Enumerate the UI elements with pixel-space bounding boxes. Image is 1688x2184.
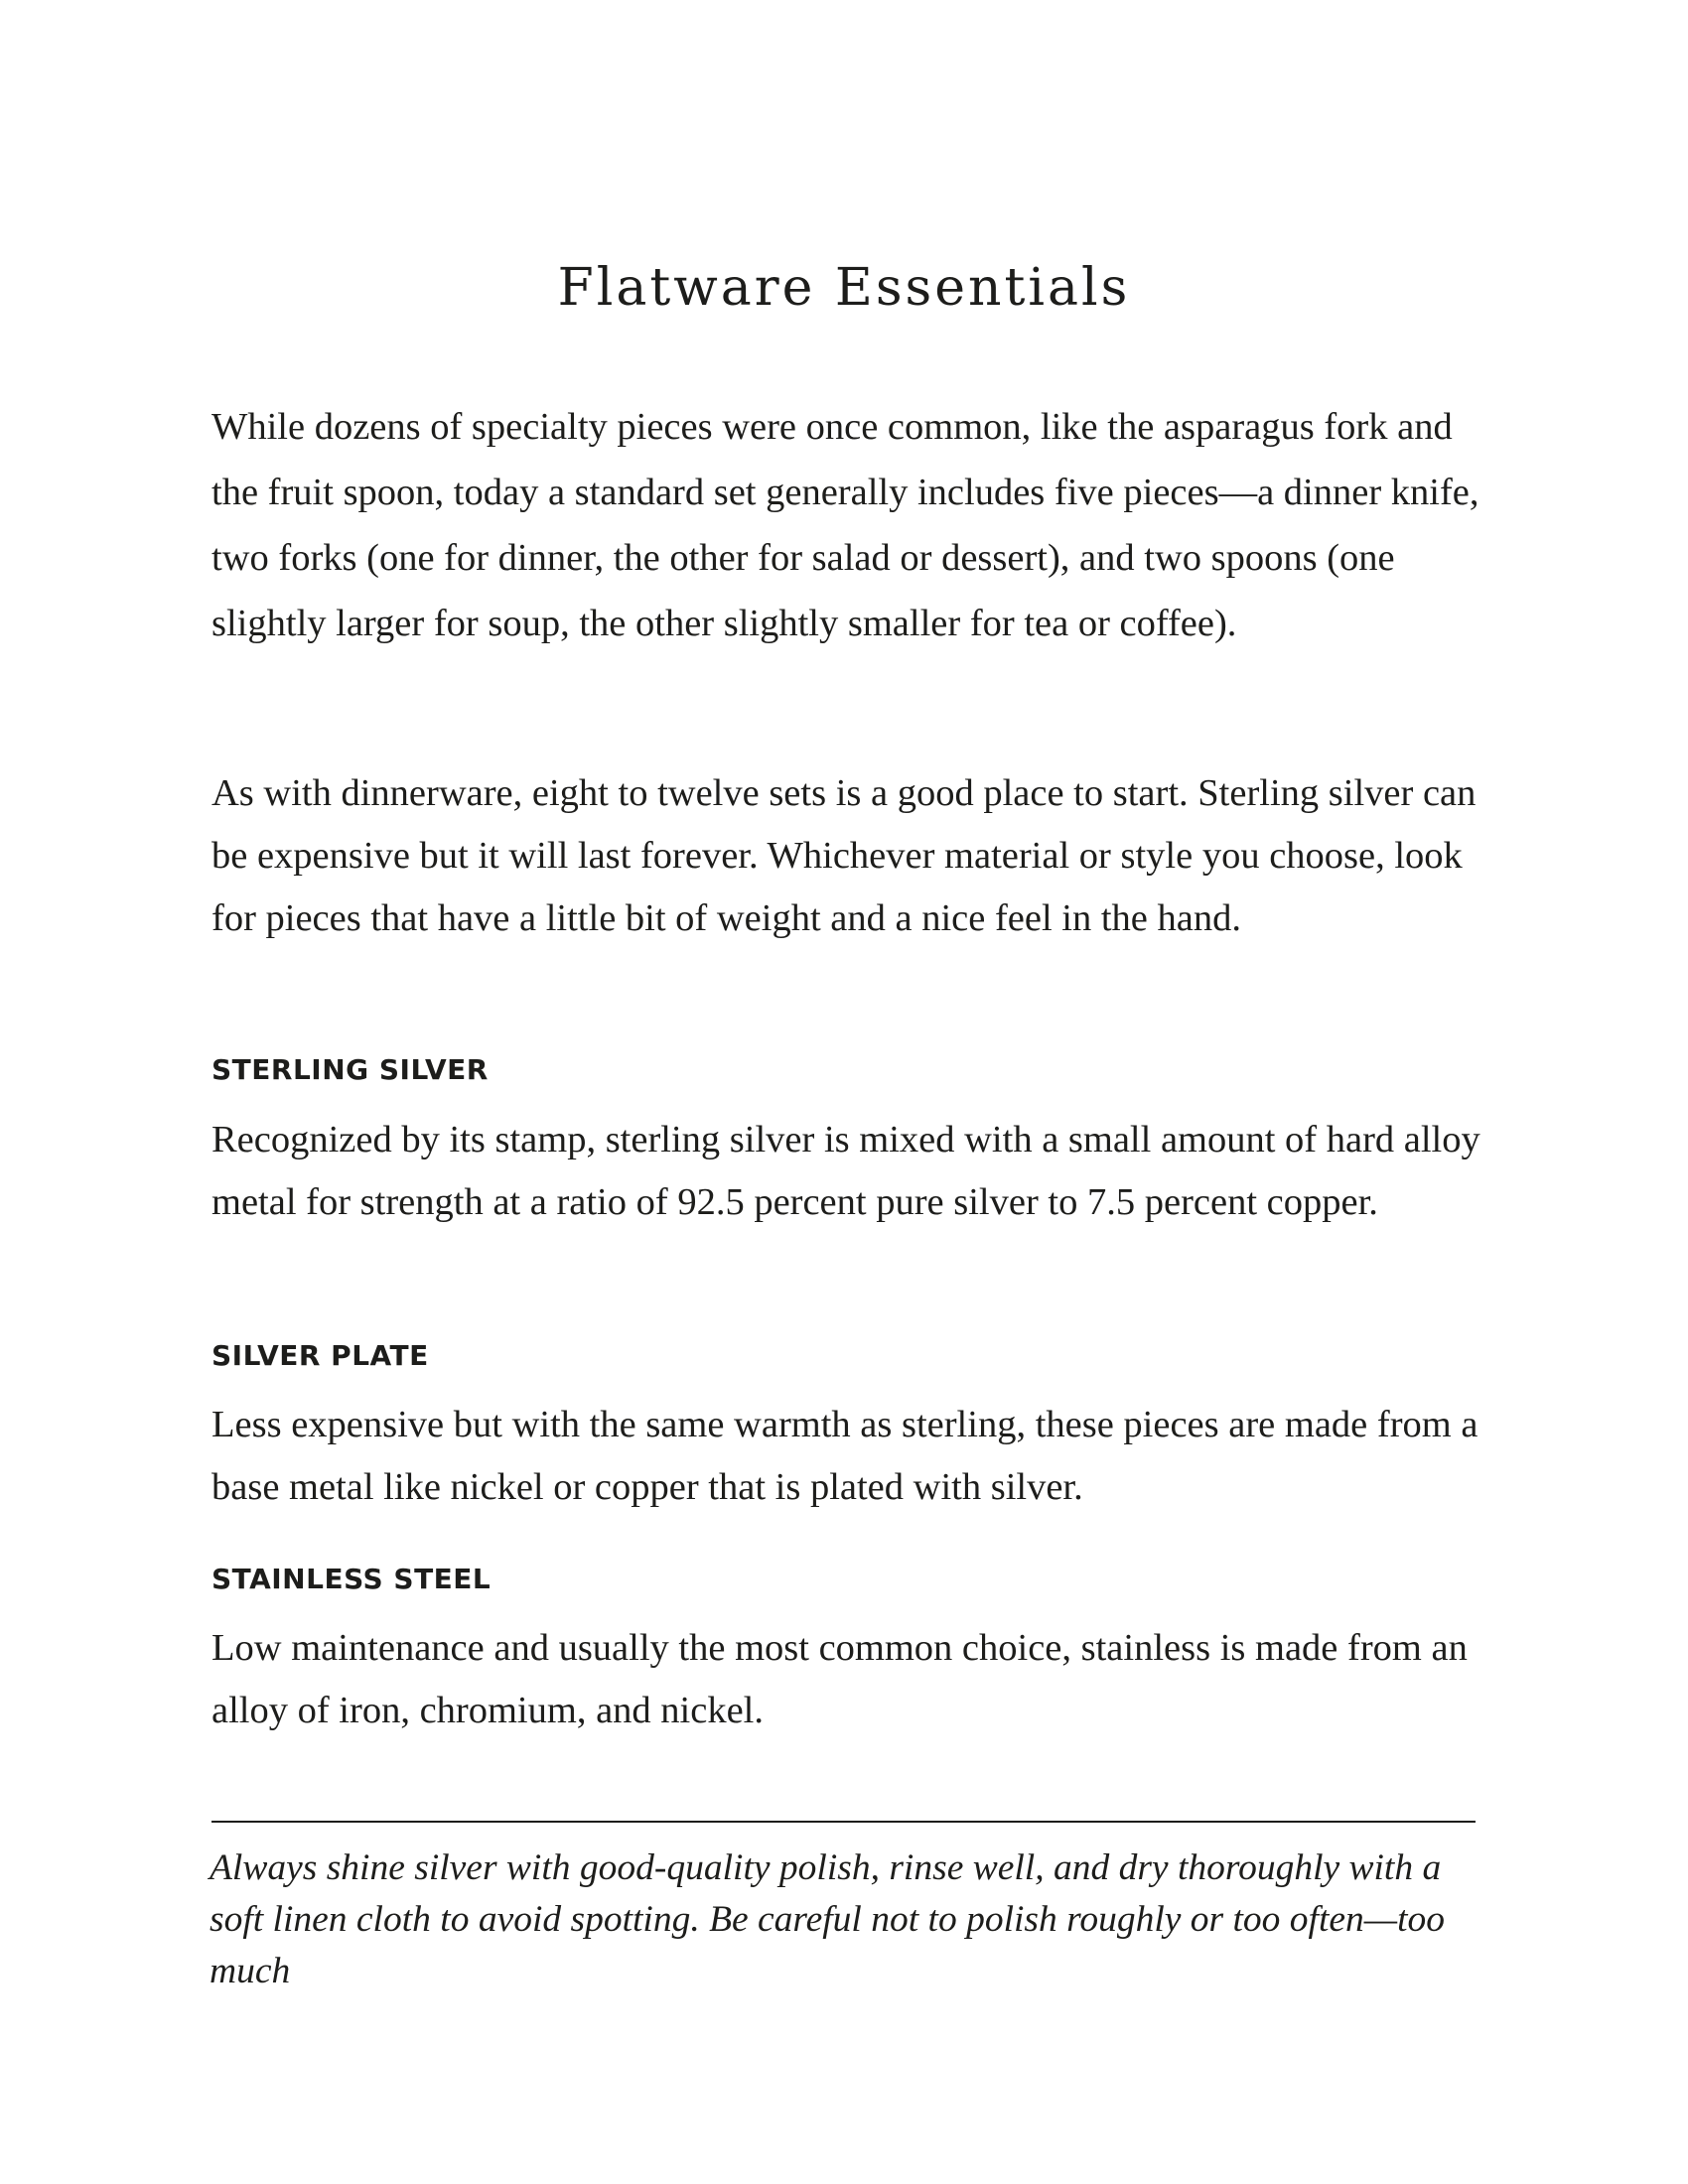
page-title: Flatware Essentials [557,258,1131,318]
section-heading-silver-plate: SILVER PLATE [211,1339,429,1372]
section-body-silver-plate: Less expensive but with the same warmth as sterling, these pieces are made from a base metal like nickel or copper that is plated with silver. [211,1404,1478,1508]
section-sterling-silver [211,1050,1482,1090]
section-body-sterling-silver: Recognized by its stamp, sterling silver is mixed with a small amount of hard alloy metal for strength at a ratio of 92.5 percent pure silver to 7.5 percent copper. [211,1119,1480,1223]
section-heading-stainless-steel: STAINLESS STEEL [211,1563,492,1595]
care-tip: Always shine silver with good-quality polish, rinse well, and dry thoroughly with a soft linen cloth to avoid spotting. Be careful not to polish roughly or too often—too much [210,1847,1446,1991]
intro-paragraph-2-block [211,762,1482,950]
section-silver-plate-body-block [211,1394,1482,1519]
section-heading-sterling-silver: STERLING SILVER [211,1053,489,1086]
section-sterling-silver-body-block [211,1109,1482,1234]
divider-rule [211,1821,1476,1823]
section-body-stainless-steel: Low maintenance and usually the most common choice, stainless is made from an alloy of iron, chromium, and nickel. [211,1627,1468,1731]
section-silver-plate [211,1336,1482,1376]
intro-paragraph-2: As with dinnerware, eight to twelve sets is a good place to start. Sterling silver can be expensive but it will last forever. Whichever material or style you choose, look for pieces that have a little bit of weight and a nice feel in the hand. [211,772,1477,939]
section-stainless-steel [211,1560,1482,1599]
intro-paragraph-1-block [211,394,1482,656]
intro-paragraph-1: While dozens of specialty pieces were once common, like the asparagus fork and the fruit spoon, today a standard set generally includes five pieces—a dinner knife, two forks (one for dinner, the other for salad or dessert), and two spoons (one slightly larger for soup, the other slightly smaller for tea or coffee). [211,406,1479,644]
section-stainless-steel-body-block [211,1617,1482,1742]
